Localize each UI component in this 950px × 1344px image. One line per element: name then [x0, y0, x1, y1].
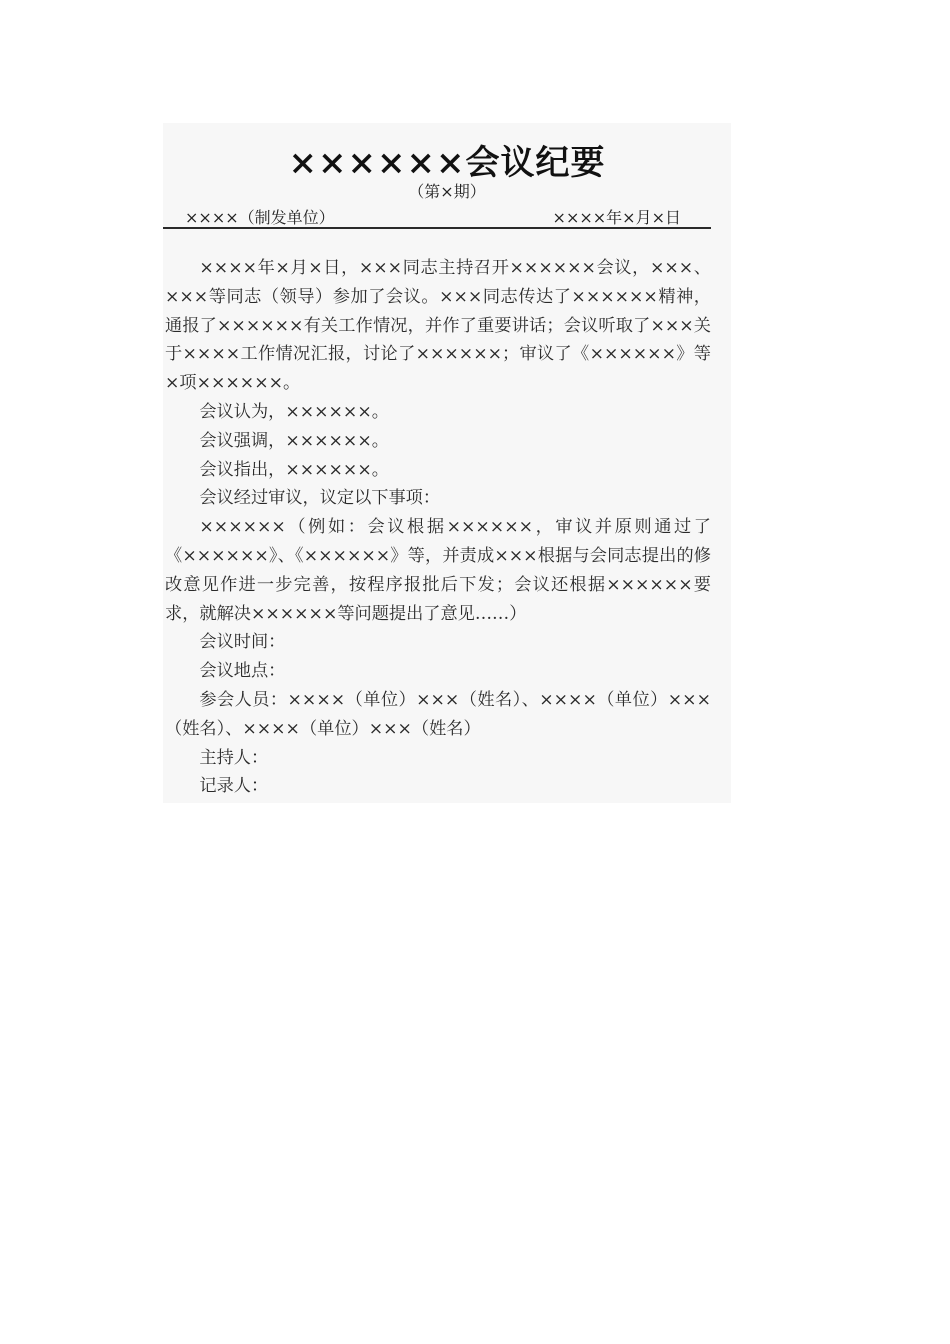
issue-date: ××××年×月×日: [552, 208, 681, 227]
paragraph-resolutions-intro: 会议经过审议，议定以下事项：: [199, 488, 441, 509]
meeting-location: 会议地点：: [199, 661, 286, 682]
header-divider: [163, 227, 711, 229]
paragraph-emphasizes: 会议强调，××××××。: [199, 430, 389, 451]
document-scan: [163, 123, 731, 803]
document-body: [165, 254, 711, 801]
attendees: 参会人员：××××（单位）×××（姓名）、××××（单位）×××（姓名）、××××（单位）×××（姓名）: [165, 689, 711, 739]
paragraph-opening: ××××年×月×日，×××同志主持召开××××××会议，×××、×××等同志（领导）参加了会议。×××同志传达了××××××精神，通报了××××××有关工作情况，并作了重要讲话；会议听取了×××关于××××工作情况汇报，讨论了××××××；审议了《××××××》等×项××××××。: [165, 258, 711, 394]
paragraph-resolutions: ××××××（例如：会议根据××××××，审议并原则通过了《××××××》、《××××××》等，并责成×××根据与会同志提出的修改意见作进一步完善，按程序报批后下发；会议还根据××××××要求，就解决××××××等问题提出了意见……）: [165, 517, 711, 624]
meeting-time: 会议时间：: [199, 632, 286, 653]
paragraph-points-out: 会议指出，××××××。: [199, 459, 389, 480]
paragraph-considers: 会议认为，××××××。: [199, 401, 389, 422]
issue-number: （第×期）: [408, 182, 486, 201]
document-title: ××××××会议纪要: [288, 143, 606, 183]
host: 主持人：: [199, 747, 269, 768]
recorder: 记录人：: [199, 776, 269, 797]
issuing-unit: ××××（制发单位）: [185, 208, 335, 227]
